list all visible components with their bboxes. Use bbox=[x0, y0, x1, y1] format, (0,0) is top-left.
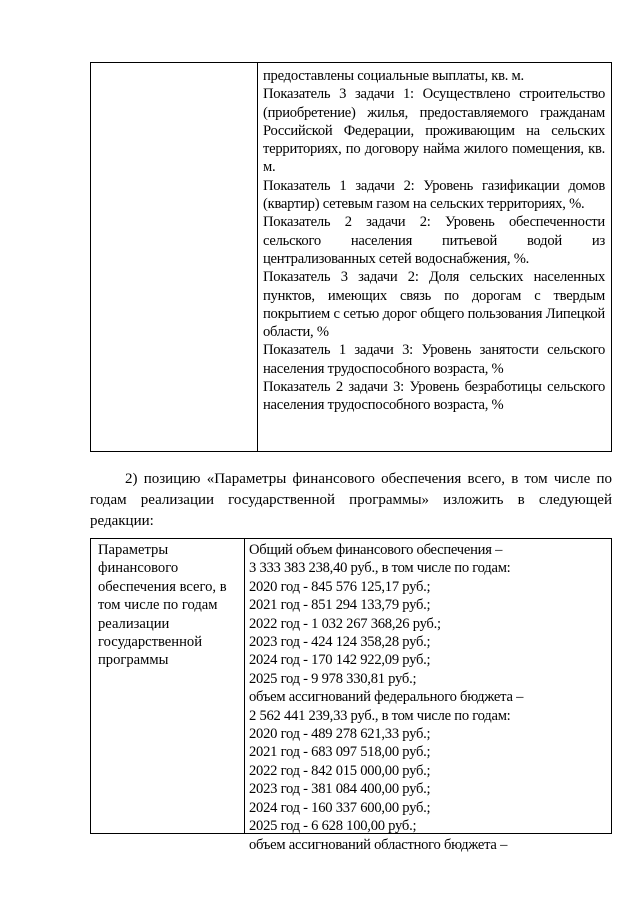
label-line: государственной bbox=[98, 634, 203, 651]
financing-line: 2020 год - 489 278 621,33 руб.; bbox=[249, 726, 431, 743]
financing-line: объем ассигнований федерального бюджета – bbox=[249, 689, 524, 706]
financing-line: 2020 год - 845 576 125,17 руб.; bbox=[249, 578, 431, 595]
financing-line: 2022 год - 1 032 267 368,26 руб.; bbox=[249, 615, 441, 632]
indicators-table-left-cell bbox=[91, 63, 258, 451]
financing-line: 2024 год - 160 337 600,00 руб.; bbox=[249, 799, 431, 816]
financing-line: Общий объем финансового обеспечения – bbox=[249, 542, 503, 558]
financing-line: 2 562 441 239,33 руб., в том числе по годам: bbox=[249, 707, 511, 724]
amendment-paragraph bbox=[90, 469, 612, 532]
label-line: реализации bbox=[98, 615, 170, 632]
financing-line: 3 333 383 238,40 руб., в том числе по годам: bbox=[249, 560, 511, 577]
indicator-text: Показатель 3 задачи 1: Осуществлено строительство (приобретение) жилья, предоставляемого гражданам Российской Федерации, проживающим на сельских территориях, по договору найма жилого помещения, кв. м. bbox=[263, 86, 605, 176]
indicator-text: Показатель 1 задачи 2: Уровень газификации домов (квартир) сетевым газом на сельских территориях, %. bbox=[263, 177, 605, 213]
label-line: Параметры bbox=[98, 542, 169, 558]
financing-line: объем ассигнований областного бюджета – bbox=[249, 836, 508, 853]
financing-line: 2024 год - 170 142 922,09 руб.; bbox=[249, 652, 431, 669]
indicator-text: Показатель 2 задачи 2: Уровень обеспеченности сельского населения питьевой водой из централизованных сетей водоснабжения, %. bbox=[263, 214, 605, 267]
financing-line: 2023 год - 424 124 358,28 руб.; bbox=[249, 634, 431, 651]
financing-table-label-cell bbox=[91, 539, 245, 833]
label-line: том числе по годам bbox=[98, 597, 218, 614]
financing-table bbox=[90, 538, 612, 853]
indicator-text: Показатель 1 задачи 3: Уровень занятости сельского населения трудоспособного возраста, % bbox=[263, 342, 605, 377]
indicators-table bbox=[90, 62, 612, 452]
financing-line: 2021 год - 851 294 133,79 руб.; bbox=[249, 597, 431, 614]
financing-line: 2023 год - 381 084 400,00 руб.; bbox=[249, 781, 431, 798]
indicators-table-right-cell bbox=[258, 63, 611, 451]
label-line: финансового bbox=[98, 560, 179, 577]
indicator-text: Показатель 3 задачи 2: Доля сельских населенных пунктов, имеющих связь по дорогам с твердым покрытием с сетью дорог общего пользования Липецкой области, % bbox=[263, 269, 605, 341]
financing-table-value-cell bbox=[245, 539, 611, 853]
indicator-text: предоставлены социальные выплаты, кв. м. bbox=[263, 68, 524, 84]
amendment-paragraph-text: 2) позицию «Параметры финансового обеспечения всего, в том числе по годам реализации государственной программы» изложить в следующей редакции: bbox=[90, 471, 612, 529]
financing-line: 2022 год - 842 015 000,00 руб.; bbox=[249, 762, 431, 779]
financing-line: 2025 год - 6 628 100,00 руб.; bbox=[249, 818, 417, 835]
label-line: обеспечения всего, в bbox=[98, 578, 227, 595]
financing-line: 2025 год - 9 978 330,81 руб.; bbox=[249, 670, 417, 687]
indicator-text: Показатель 2 задачи 3: Уровень безработицы сельского населения трудоспособного возраста, % bbox=[263, 379, 605, 414]
financing-line: 2021 год - 683 097 518,00 руб.; bbox=[249, 744, 431, 761]
label-line: программы bbox=[98, 652, 169, 669]
